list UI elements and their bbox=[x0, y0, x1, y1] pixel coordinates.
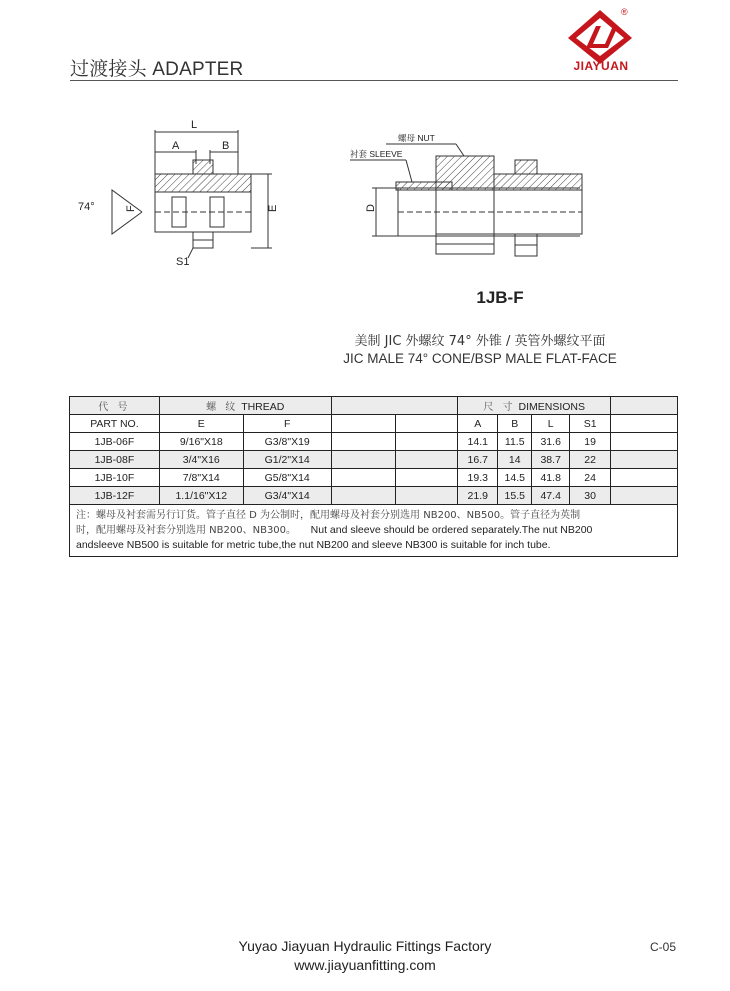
header-e: E bbox=[159, 415, 243, 433]
cell-s1: 19 bbox=[570, 433, 611, 451]
product-model: 1JB-F bbox=[476, 288, 524, 307]
dim-label-a: A bbox=[172, 140, 180, 152]
note-en-line-1: Nut and sleeve should be ordered separately.The nut NB200 bbox=[310, 524, 593, 536]
table-note bbox=[70, 505, 678, 557]
product-description-cn: 美制 JIC 外螺纹 74° 外锥 / 英管外螺纹平面 bbox=[354, 334, 606, 349]
cell-s1: 24 bbox=[570, 469, 611, 487]
header-a: A bbox=[458, 415, 498, 433]
cell-a: 19.3 bbox=[458, 469, 498, 487]
table-header-row-1 bbox=[70, 397, 678, 415]
nut-label: 螺母 NUT bbox=[398, 133, 435, 143]
page-title: 过渡接头 ADAPTER bbox=[70, 59, 244, 80]
cell-e: 1.1/16"X12 bbox=[159, 487, 243, 505]
cell-part: 1JB-08F bbox=[70, 451, 160, 469]
sleeve-label: 衬套 SLEEVE bbox=[350, 149, 403, 159]
table-note-row bbox=[70, 505, 678, 557]
cell-part: 1JB-10F bbox=[70, 469, 160, 487]
cone-angle-label: 74° bbox=[78, 201, 95, 213]
technical-drawing bbox=[60, 112, 680, 272]
header-dim-cn: 尺 寸 bbox=[483, 402, 516, 413]
cell-a: 16.7 bbox=[458, 451, 498, 469]
dim-label-d: D bbox=[365, 204, 377, 212]
table-row bbox=[70, 433, 678, 451]
cell-a: 21.9 bbox=[458, 487, 498, 505]
header-thread-en: THREAD bbox=[241, 401, 285, 413]
cell-f: G3/8"X19 bbox=[243, 433, 331, 451]
note-en-line-2: andsleeve NB500 is suitable for metric tube,the nut NB200 and sleeve NB300 is suitable for inch tube. bbox=[76, 539, 551, 551]
cell-a: 14.1 bbox=[458, 433, 498, 451]
cell-l: 31.6 bbox=[532, 433, 570, 451]
header-dim-en: DIMENSIONS bbox=[518, 401, 585, 413]
cell-f: G1/2"X14 bbox=[243, 451, 331, 469]
product-description-en: JIC MALE 74° CONE/BSP MALE FLAT-FACE bbox=[343, 351, 617, 366]
header-thread-cn: 螺 纹 bbox=[206, 402, 239, 413]
cell-f: G5/8"X14 bbox=[243, 469, 331, 487]
footer-company: Yuyao Jiayuan Hydraulic Fittings Factory bbox=[238, 938, 492, 954]
header-s1: S1 bbox=[570, 415, 611, 433]
table-header-row-2 bbox=[70, 415, 678, 433]
fitting-drawing bbox=[112, 130, 272, 258]
cell-l: 47.4 bbox=[532, 487, 570, 505]
dim-label-b: B bbox=[222, 140, 230, 152]
page-number: C-05 bbox=[650, 940, 677, 954]
dim-label-f: F bbox=[125, 205, 137, 212]
table-row bbox=[70, 451, 678, 469]
note-cn-line-2: 时，配用螺母及衬套分别选用 NB200、NB300。 bbox=[76, 525, 297, 536]
brand-name: JIAYUAN bbox=[573, 59, 629, 73]
cell-l: 38.7 bbox=[532, 451, 570, 469]
cell-b: 14 bbox=[498, 451, 532, 469]
table-row bbox=[70, 469, 678, 487]
header-l: L bbox=[532, 415, 570, 433]
footer-url: www.jiayuanfitting.com bbox=[294, 957, 436, 973]
cell-s1: 30 bbox=[570, 487, 611, 505]
cell-f: G3/4"X14 bbox=[243, 487, 331, 505]
cell-e: 3/4"X16 bbox=[159, 451, 243, 469]
registered-mark: ® bbox=[621, 7, 628, 17]
cell-e: 7/8"X14 bbox=[159, 469, 243, 487]
table-row bbox=[70, 487, 678, 505]
header-part-cn: 代 号 bbox=[98, 402, 131, 413]
dim-label-l: L bbox=[191, 119, 198, 131]
spec-table bbox=[69, 396, 678, 557]
header-b: B bbox=[498, 415, 532, 433]
assembly-drawing bbox=[350, 144, 582, 256]
header-part-no: PART NO. bbox=[70, 415, 160, 433]
note-cn-line-1: 注：螺母及衬套需另行订货。管子直径 D 为公制时，配用螺母及衬套分别选用 NB200、NB500。管子直径为英制 bbox=[76, 510, 581, 521]
cell-e: 9/16"X18 bbox=[159, 433, 243, 451]
cell-part: 1JB-06F bbox=[70, 433, 160, 451]
cell-l: 41.8 bbox=[532, 469, 570, 487]
dim-label-e: E bbox=[267, 204, 279, 212]
cell-s1: 22 bbox=[570, 451, 611, 469]
dim-label-s1: S1 bbox=[176, 256, 190, 268]
title-divider bbox=[70, 80, 678, 81]
cell-b: 15.5 bbox=[498, 487, 532, 505]
cell-part: 1JB-12F bbox=[70, 487, 160, 505]
cell-b: 14.5 bbox=[498, 469, 532, 487]
header-f: F bbox=[243, 415, 331, 433]
cell-b: 11.5 bbox=[498, 433, 532, 451]
